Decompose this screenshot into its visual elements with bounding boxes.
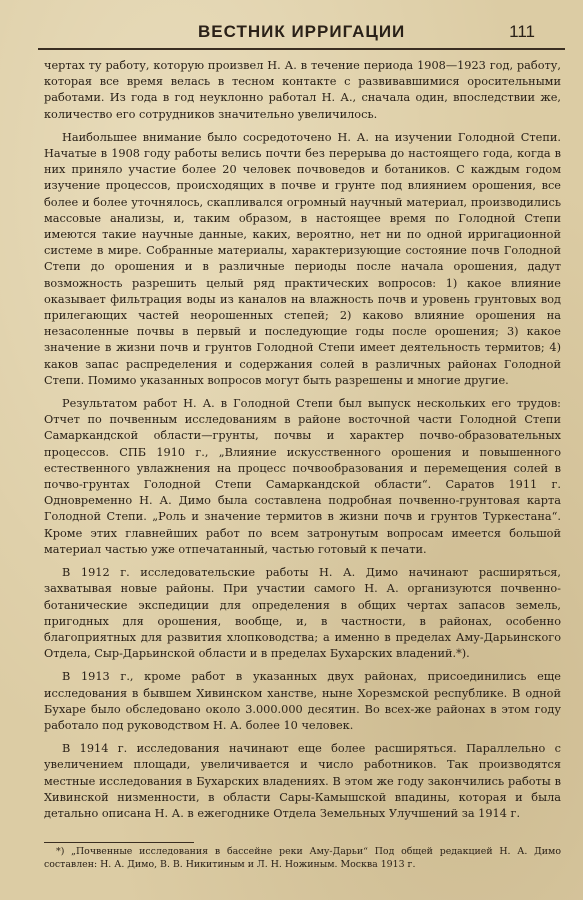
paragraph-1912: В 1912 г. исследовательские работы Н. А. Димо начинают расширяться, захватывая новые районы. При участии самого Н. А. организуются почвенно-ботанические экспедиции для определения в общих чертах запасов земель, пригодных для орошения, вообще, и, в частности, в районах, особенно благоприятных для развития хлопководства; а именно в пределах Аму-Дарьинского Отдела, Сыр-Дарьинской области и в пределах Бухарских владений.*).	[44, 566, 561, 661]
paragraph-golodnaya-step: Наибольшее внимание было сосредоточено Н. А. на изучении Голодной Степи. Начатые в 1908 году работы велись почти без перерыва до настоящего года, когда в них приняло участие более 20 человек почвоведов и ботаников. С каждым годом изучение процессов, происходящих в почве и грунте под влиянием орошения, все более и более уточнялось, скапливался огромный научный материал, производились массовые анализы, и, таким образом, в настоящее время по Голодной Степи имеются такие научные данные, каких, вероятно, нет ни по одной ирригационной системе в мире. Собранные материалы, характеризующие состояние почв Голодной Степи до орошения и в различные периоды после начала орошения, дадут возможность разрешить целый ряд практических вопросов: 1) какое влияние оказывает фильтрация воды из каналов на влажность почв и уровень грунтовых вод прилегающих частей неорошенных степей; 2) каково влияние орошения на незасоленные почвы в первый и последующие годы после орошения; 3) какое значение в жизни почв и грунтов Голодной Степи имеет деятельность термитов; 4) каков запас распределения и содержания солей в различных районах Голодной Степи. Помимо указанных вопросов могут быть разрешены и многие другие.	[44, 130, 561, 387]
paragraph-1914: В 1914 г. исследования начинают еще более расширяться. Параллельно с увеличением площади, увеличивается и число работников. Так производятся местные исследования в Бухарских владениях. В этом же году закончились работы в Хивинской низменности, в области Сары-Камышской впадины, которая и была детально описана Н. А. в ежегоднике Отдела Земельных Улучшений за 1914 г.	[44, 742, 561, 820]
footnote-divider	[44, 842, 194, 843]
article-body	[44, 58, 561, 829]
paragraph-1913: В 1913 г., кроме работ в указанных двух районах, присоединились еще исследования в бывшем Хивинском ханстве, ныне Хорезмской республике. В одной Бухаре было обследовано около 3.000.000 десятин. Во всех-же районах в этом году работало под руководством Н. А. более 10 человек.	[44, 670, 561, 732]
footnote: *) „Почвенные исследования в бассейне реки Аму-Дарьи“ Под общей редакцией Н. А. Димо составлен: Н. А. Димо, В. В. Никитиным и Л. Н. Ножиным. Москва 1913 г.	[44, 846, 561, 870]
page-number: 111	[509, 22, 535, 41]
journal-title: ВЕСТНИК ИРРИГАЦИИ	[198, 22, 406, 41]
paragraph-continuation: чертах ту работу, которую произвел Н. А. в течение периода 1908—1923 год, работу, которая все время велась в тесном контакте с развивавшимися оросительными работами. Из года в год неуклонно работал Н. А., сначала один, впоследствии же, количество его сотрудников значительно увеличилось.	[44, 59, 561, 121]
running-header	[38, 14, 565, 50]
paragraph-results: Результатом работ Н. А. в Голодной Степи был выпуск нескольких его трудов: Отчет по почвенным исследованиям в районе восточной части Голодной Степи Самаркандской области—грунты, почвы и характер почво-образовательных процессов. СПБ 1910 г., „Влияние искусственного орошения и повышенного естественного увлажнения на процесс почвообразования и перемещения солей в почво-грунтах Голодной Степи Самаркандской области“. Саратов 1911 г. Одновременно Н. А. Димо была составлена подробная почвенно-грунтовая карта Голодной Степи. „Роль и значение термитов в жизни почв и грунтов Туркестана“. Кроме этих главнейших работ по всем затронутым вопросам имеется большой материал частью уже отпечатанный, частью готовый к печати.	[44, 397, 561, 556]
